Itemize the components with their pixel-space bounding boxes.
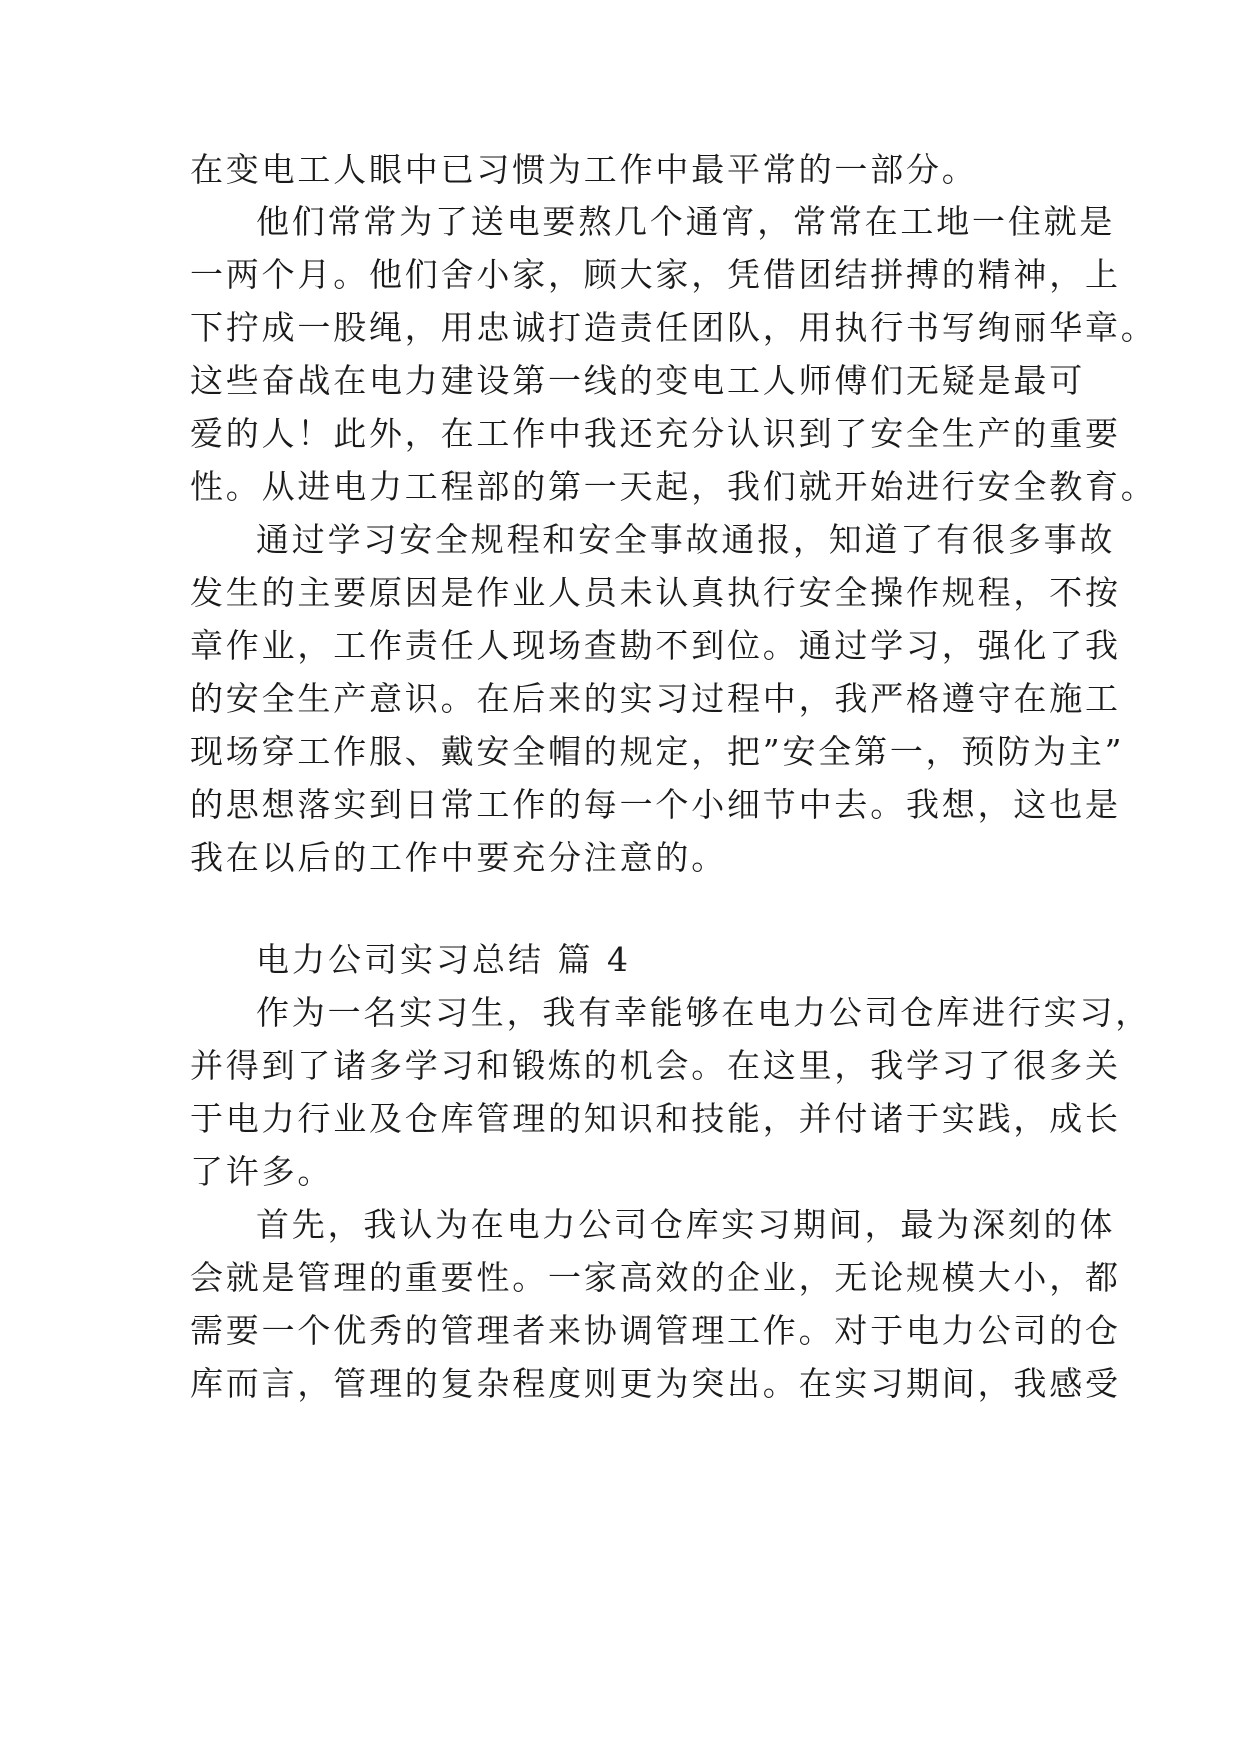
text-line: 章作业，工作责任人现场查勘不到位。通过学习，强化了我 [190, 626, 1121, 665]
text-line: 的安全生产意识。在后来的实习过程中，我严格遵守在施工 [190, 679, 1121, 718]
text-line: 在变电工人眼中已习惯为工作中最平常的一部分。 [190, 150, 978, 189]
text-line: 下拧成一股绳，用忠诚打造责任团队，用执行书写绚丽华章。 [190, 308, 1157, 347]
text-line: 并得到了诸多学习和锻炼的机会。在这里，我学习了很多关 [190, 1046, 1121, 1085]
section-heading: 电力公司实习总结 篇 4 [256, 940, 631, 979]
text-line: 了许多。 [190, 1152, 334, 1191]
text-line: 需要一个优秀的管理者来协调管理工作。对于电力公司的仓 [190, 1311, 1121, 1350]
text-line: 一两个月。他们舍小家，顾大家，凭借团结拼搏的精神，上 [190, 255, 1121, 294]
text-line: 现场穿工作服、戴安全帽的规定，把”安全第一，预防为主” [190, 732, 1125, 771]
text-line: 库而言，管理的复杂程度则更为突出。在实习期间，我感受 [190, 1364, 1121, 1403]
text-line: 发生的主要原因是作业人员未认真执行安全操作规程，不按 [190, 573, 1121, 612]
text-line: 性。从进电力工程部的第一天起，我们就开始进行安全教育。 [190, 467, 1157, 506]
text-line: 于电力行业及仓库管理的知识和技能，并付诸于实践，成长 [190, 1099, 1121, 1138]
paragraph-first-line: 首先，我认为在电力公司仓库实习期间，最为深刻的体 [256, 1205, 1116, 1244]
text-line: 这些奋战在电力建设第一线的变电工人师傅们无疑是最可 [190, 361, 1085, 400]
paragraph-first-line: 通过学习安全规程和安全事故通报，知道了有很多事故 [256, 520, 1116, 559]
text-line: 的思想落实到日常工作的每一个小细节中去。我想，这也是 [190, 785, 1121, 824]
text-line: 会就是管理的重要性。一家高效的企业，无论规模大小，都 [190, 1258, 1121, 1297]
paragraph-first-line: 作为一名实习生，我有幸能够在电力公司仓库进行实习， [256, 993, 1151, 1032]
paragraph-first-line: 他们常常为了送电要熬几个通宵，常常在工地一住就是 [256, 202, 1116, 241]
text-line: 爱的人！此外，在工作中我还充分认识到了安全生产的重要 [190, 414, 1121, 453]
text-line: 我在以后的工作中要充分注意的。 [190, 838, 727, 877]
